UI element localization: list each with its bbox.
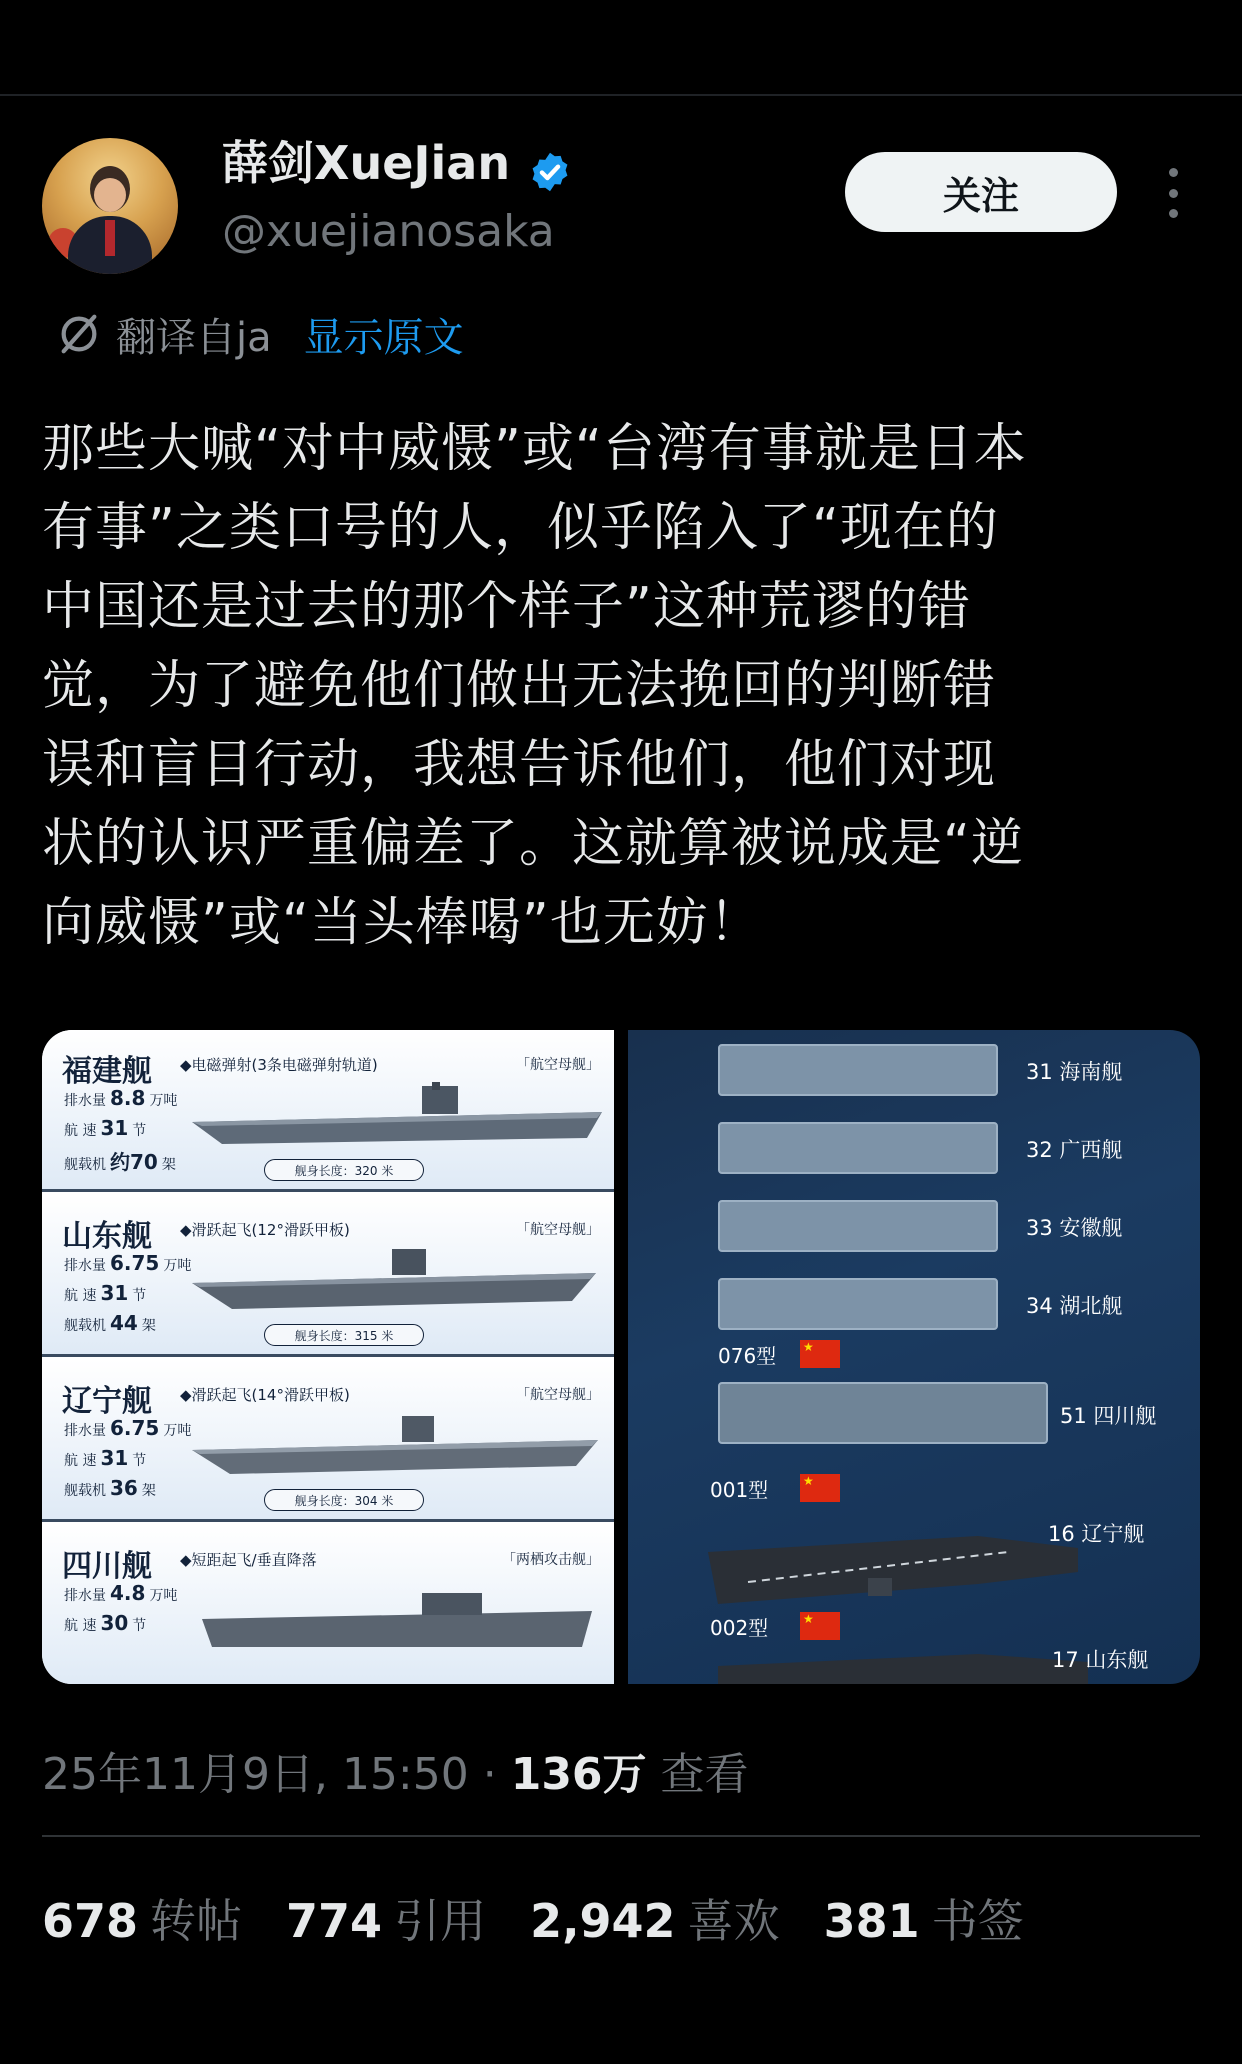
stats-divider [42, 1835, 1200, 1837]
ship-type: 「航空母舰」 [516, 1057, 600, 1073]
ship-speed: 航 速 31 节 [64, 1281, 147, 1305]
views-label: 查看 [646, 1749, 749, 1800]
ship-launch: ◆电磁弹射(3条电磁弹射轨道) [180, 1056, 378, 1074]
ship-displacement: 排水量 4.8 万吨 [64, 1581, 178, 1605]
ship-launch: ◆滑跃起飞(14°滑跃甲板) [180, 1386, 350, 1404]
reposts-stat[interactable]: 678 转帖 [42, 1894, 243, 1948]
tweet-line: 有事”之类口号的人，似乎陷入了“现在的 [42, 498, 999, 558]
fleet-deck [718, 1200, 998, 1252]
ship-name: 福建舰 [62, 1054, 152, 1089]
ship-type: 「航空母舰」 [516, 1387, 600, 1403]
ship-card-sichuan [42, 1525, 614, 1684]
ship-aircraft: 舰载机 36 架 [64, 1476, 156, 1500]
ship-aircraft: 舰载机 44 架 [64, 1311, 156, 1335]
fleet-deck [718, 1278, 998, 1330]
quotes-stat[interactable]: 774 引用 [286, 1894, 487, 1948]
fleet-ship-label: 17 山东舰 [1052, 1648, 1149, 1672]
tweet-line: 那些大喊“对中威慑”或“台湾有事就是日本 [42, 419, 1027, 479]
engagement-stats [42, 1888, 1068, 1948]
carrier-deck-illustration [718, 1648, 1098, 1684]
tweet-line: 向威慑”或“当头棒喝”也无妨！ [42, 893, 762, 953]
tweet-timestamp[interactable] [42, 1738, 749, 1802]
carrier-illustration [192, 1247, 602, 1317]
top-divider [0, 94, 1242, 96]
translated-from-label: 翻译自ja [116, 314, 272, 361]
fleet-ship-label: 16 辽宁舰 [1048, 1522, 1145, 1546]
follow-button[interactable]: 关注 [845, 152, 1117, 232]
more-options-icon[interactable] [1160, 168, 1186, 218]
ship-speed: 航 速 31 节 [64, 1116, 147, 1140]
ship-displacement: 排水量 6.75 万吨 [64, 1251, 192, 1275]
tweet-line: 觉，为了避免他们做出无法挽回的判断错 [42, 656, 997, 716]
fleet-class-label: 076型 [718, 1344, 777, 1368]
avatar-face [94, 178, 126, 212]
ship-card-fujian [42, 1030, 614, 1192]
show-original-link[interactable]: 显示原文 [303, 314, 464, 361]
fleet-deck [718, 1044, 998, 1096]
translation-bar [56, 308, 464, 360]
display-name[interactable]: 薛剑XueJian [222, 136, 511, 190]
carrier-deck-illustration [708, 1512, 1088, 1612]
fleet-ship-label: 33 安徽舰 [1026, 1216, 1123, 1240]
tweet-text [42, 410, 1212, 963]
ship-speed: 航 速 31 节 [64, 1446, 147, 1470]
ship-type: 「两栖攻击舰」 [502, 1552, 600, 1568]
fleet-deck [718, 1382, 1048, 1444]
tweet-line: 误和盲目行动，我想告诉他们，他们对现 [42, 735, 997, 795]
ship-length: 舰身长度：315 米 [264, 1324, 424, 1346]
tweet-line: 状的认识严重偏差了。这就算被说成是“逆 [42, 814, 1024, 874]
ship-displacement: 排水量 8.8 万吨 [64, 1086, 178, 1110]
translate-icon [56, 311, 102, 357]
ship-launch: ◆短距起飞/垂直降落 [180, 1551, 317, 1569]
verified-badge-icon [528, 150, 572, 194]
fleet-deck [718, 1122, 998, 1174]
ship-card-shandong [42, 1195, 614, 1357]
views-count: 136万 [510, 1749, 647, 1800]
ship-name: 山东舰 [62, 1219, 152, 1254]
media-image-ship-specs[interactable] [42, 1030, 614, 1684]
ship-name: 四川舰 [62, 1549, 152, 1584]
ship-aircraft: 舰载机 约70 架 [64, 1150, 176, 1174]
ship-length: 舰身长度：320 米 [264, 1159, 424, 1181]
ship-name: 辽宁舰 [62, 1384, 152, 1419]
avatar[interactable] [42, 138, 178, 274]
ship-speed: 航 速 30 节 [64, 1611, 147, 1635]
carrier-illustration [192, 1412, 602, 1482]
likes-stat[interactable]: 2,942 喜欢 [530, 1894, 780, 1948]
amphibious-ship-illustration [192, 1577, 602, 1647]
ship-displacement: 排水量 6.75 万吨 [64, 1416, 192, 1440]
fleet-ship-label: 34 湖北舰 [1026, 1294, 1123, 1318]
ship-card-liaoning [42, 1360, 614, 1522]
timestamp-text: 25年11月9日, 15:50 · [42, 1749, 511, 1800]
fleet-ship-label: 32 广西舰 [1026, 1138, 1123, 1162]
ship-launch: ◆滑跃起飞(12°滑跃甲板) [180, 1221, 350, 1239]
china-flag-icon [800, 1474, 840, 1502]
fleet-class-label: 002型 [710, 1616, 769, 1640]
ship-length: 舰身长度：304 米 [264, 1489, 424, 1511]
fleet-ship-label: 51 四川舰 [1060, 1404, 1157, 1428]
tweet-line: 中国还是过去的那个样子”这种荒谬的错 [42, 577, 971, 637]
tweet-media[interactable] [42, 1030, 1200, 1684]
user-handle[interactable]: @xuejianosaka [222, 206, 555, 257]
carrier-illustration [192, 1082, 602, 1152]
avatar-tie [105, 220, 115, 256]
bookmarks-stat[interactable]: 381 书签 [823, 1894, 1024, 1948]
fleet-class-label: 001型 [710, 1478, 769, 1502]
media-image-fleet[interactable] [628, 1030, 1200, 1684]
fleet-ship-label: 31 海南舰 [1026, 1060, 1123, 1084]
ship-type: 「航空母舰」 [516, 1222, 600, 1238]
china-flag-icon [800, 1340, 840, 1368]
china-flag-icon [800, 1612, 840, 1640]
